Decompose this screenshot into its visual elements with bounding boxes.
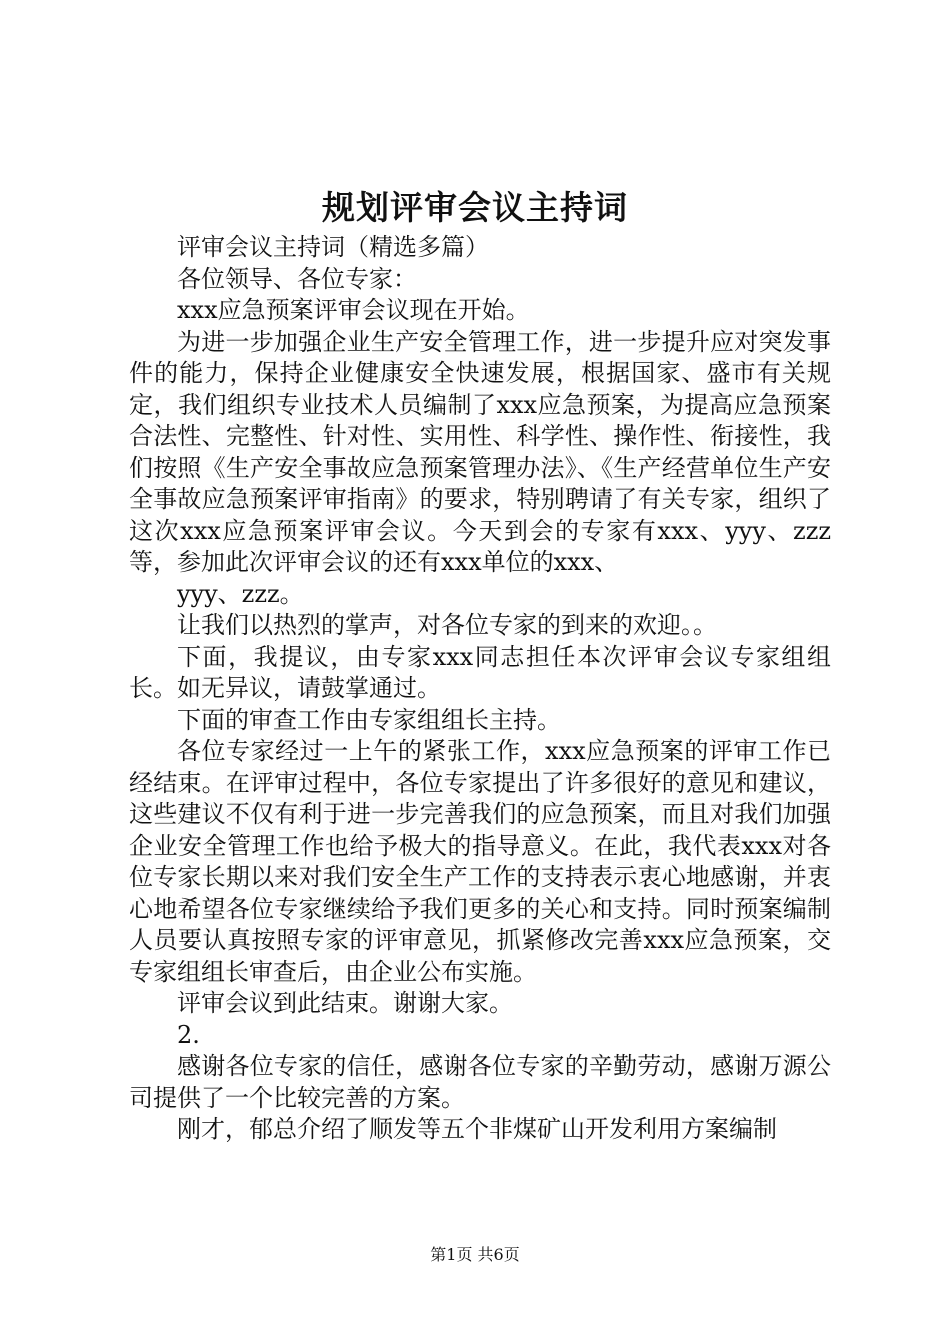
paragraph: 为进一步加强企业生产安全管理工作，进一步提升应对突发事件的能力，保持企业健康安全快速发展，根据国家、盛市有关规定，我们组织专业技术人员编制了xxx应急预案，为提高应急预案合法性、完整性、针对性、实用性、科学性、操作性、衔接性，我们按照《生产安全事故应急预案管理办法》、《生产经营单位生产安全事故应急预案评审指南》的要求，特别聘请了有关专家，组织了这次xxx应急预案评审会议。今天到会的专家有xxx、yyy、zzz等，参加此次评审会议的还有xxx单位的xxx、 (129, 327, 831, 576)
document-body (129, 232, 831, 1146)
paragraph: yyy、zzz。 (177, 579, 304, 608)
paragraph: 评审会议主持词（精选多篇） (177, 233, 489, 261)
paragraph: 让我们以热烈的掌声，对各位专家的到来的欢迎。。 (177, 611, 717, 639)
paragraph: 评审会议到此结束。谢谢大家。 (177, 989, 513, 1017)
page-footer: 第1页 共6页 (430, 1245, 520, 1264)
paragraph: 各位专家经过一上午的紧张工作，xxx应急预案的评审工作已经结束。在评审过程中，各位专家提出了许多很好的意见和建议，这些建议不仅有利于进一步完善我们的应急预案，而且对我们加强企业安全管理工作也给予极大的指导意义。在此，我代表xxx对各位专家长期以来对我们安全生产工作的支持表示衷心地感谢，并衷心地希望各位专家继续给予我们更多的关心和支持。同时预案编制人员要认真按照专家的评审意见，抓紧修改完善xxx应急预案，交专家组组长审查后，由企业公布实施。 (129, 737, 831, 986)
paragraph: xxx应急预案评审会议现在开始。 (177, 296, 530, 324)
paragraph: 下面的审查工作由专家组组长主持。 (177, 705, 561, 734)
paragraph: 各位领导、各位专家： (177, 264, 417, 293)
paragraph: 刚才，郁总介绍了顺发等五个非煤矿山开发利用方案编制 (177, 1115, 777, 1143)
paragraph: 下面，我提议，由专家xxx同志担任本次评审会议专家组组长。如无异议，请鼓掌通过。 (129, 642, 831, 702)
paragraph: 感谢各位专家的信任，感谢各位专家的辛勤劳动，感谢万源公司提供了一个比较完善的方案。 (129, 1052, 831, 1112)
document-title: 规划评审会议主持词 (322, 188, 628, 227)
paragraph: 2. (177, 1020, 200, 1049)
